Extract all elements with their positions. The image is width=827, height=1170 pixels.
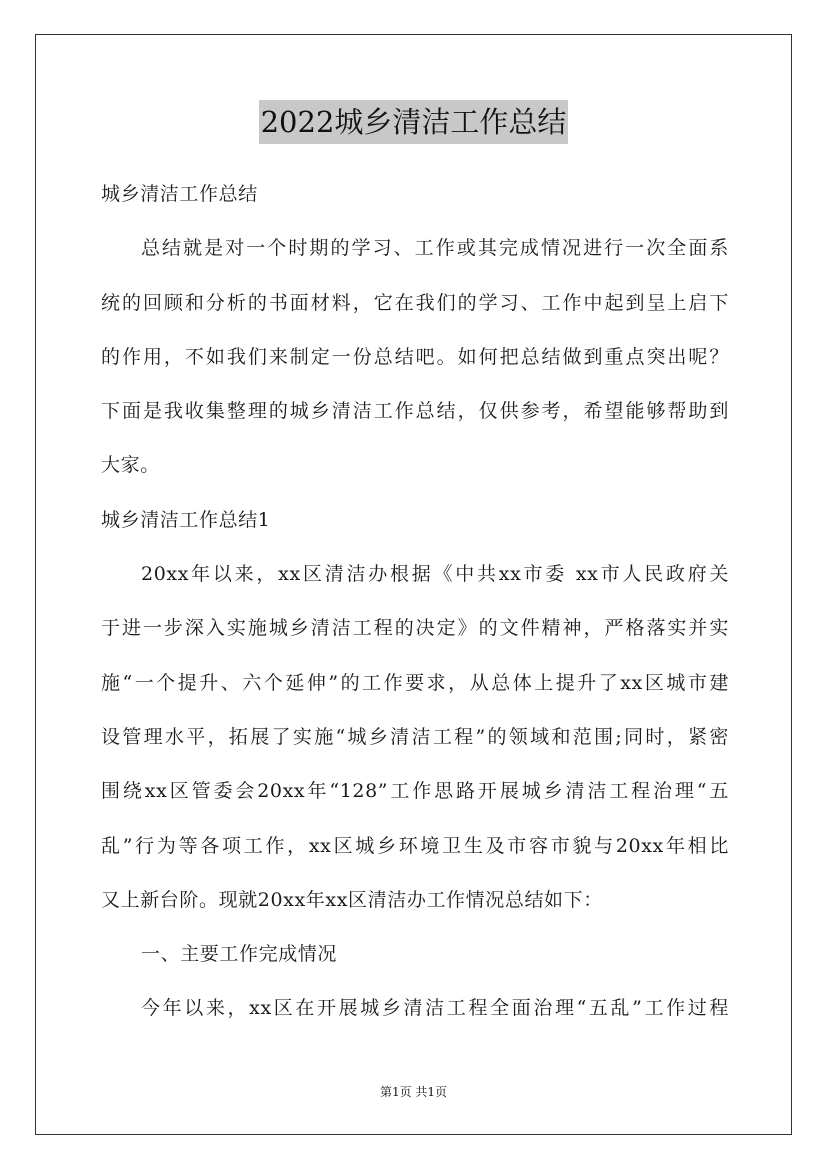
section-heading: 城乡清洁工作总结 — [101, 183, 258, 205]
paragraph-line: 施“一个提升、六个延伸”的工作要求，从总体上提升了xx区城市建 — [101, 671, 729, 694]
paragraph-line: 设管理水平，拓展了实施“城乡清洁工程”的领域和范围;同时，紧密 — [101, 725, 729, 748]
paragraph-line: 乱”行为等各项工作，xx区城乡环境卫生及市容市貌与20xx年相比 — [101, 834, 729, 857]
paragraph-line: 统的回顾和分析的书面材料，它在我们的学习、工作中起到呈上启下 — [101, 291, 729, 314]
page-number-label: 第1页 共1页 — [379, 1085, 448, 1099]
paragraph-line: 又上新台阶。现就20xx年xx区清洁办工作情况总结如下： — [101, 888, 603, 911]
paragraph-line: 的作用，不如我们来制定一份总结吧。如何把总结做到重点突出呢？ — [101, 345, 729, 368]
document-body — [101, 167, 729, 1036]
paragraph-line: 今年以来，xx区在开展城乡清洁工程全面治理“五乱”工作过程 — [141, 997, 729, 1020]
subsection-heading: 一、主要工作完成情况 — [141, 943, 338, 966]
paragraph-line: 大家。 — [101, 454, 160, 477]
document-title: 2022城乡清洁工作总结 — [259, 100, 569, 144]
section-heading: 城乡清洁工作总结1 — [101, 508, 271, 531]
page-footer — [0, 1083, 827, 1100]
paragraph-line: 下面是我收集整理的城乡清洁工作总结，仅供参考，希望能够帮助到 — [101, 400, 729, 423]
paragraph-line: 于进一步深入实施城乡清洁工程的决定》的文件精神，严格落实并实 — [101, 617, 729, 640]
paragraph-line: 围绕xx区管委会20xx年“128”工作思路开展城乡清洁工程治理“五 — [101, 780, 729, 803]
paragraph-line: 20xx年以来，xx区清洁办根据《中共xx市委 xx市人民政府关 — [141, 563, 729, 586]
title-container — [0, 100, 827, 144]
paragraph-line: 总结就是对一个时期的学习、工作或其完成情况进行一次全面系 — [141, 237, 729, 260]
